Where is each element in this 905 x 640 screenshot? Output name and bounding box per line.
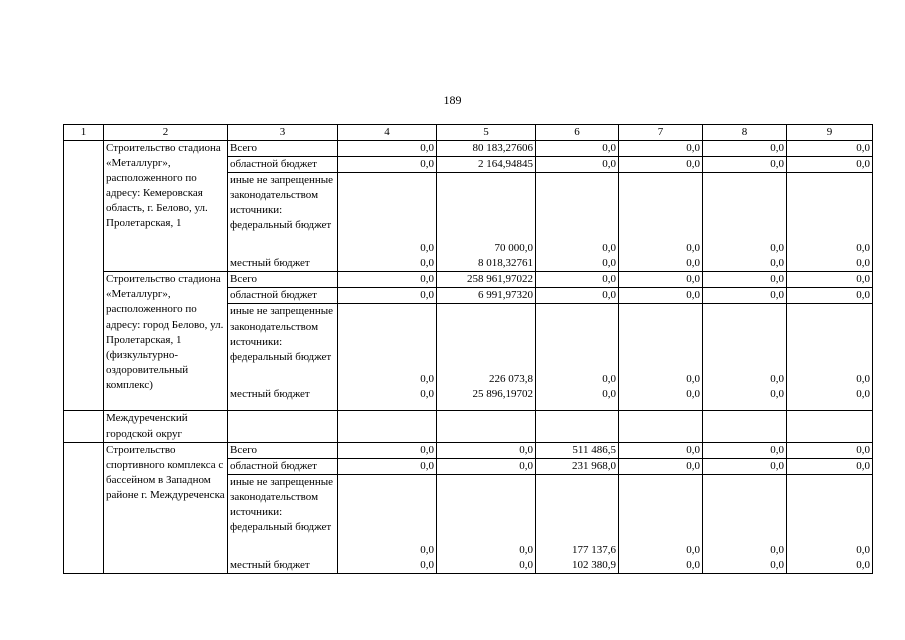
object-name-cell: Строительство стадиона «Металлург», расположенного по адресу: город Белово, ул. Пролетарская, 1 (физкультурно-оздоровительный комплекс) — [104, 272, 228, 411]
value-cell: 0,0 — [619, 458, 703, 474]
district-name-cell: Междуреченский городской округ — [104, 411, 228, 442]
value-cell: 70 000,0 — [437, 173, 536, 257]
value-cell: 0,0 — [703, 157, 787, 173]
source-cell: иные не запрещенные законодательством источники: федеральный бюджет — [228, 304, 338, 388]
value-cell: 0,0 — [338, 558, 437, 574]
empty-cell — [619, 411, 703, 442]
value-cell: 0,0 — [619, 272, 703, 288]
empty-cell — [703, 411, 787, 442]
value-cell: 0,0 — [338, 173, 437, 257]
value-cell: 0,0 — [619, 256, 703, 272]
index-cell — [64, 411, 104, 442]
value-cell: 0,0 — [338, 157, 437, 173]
source-cell: местный бюджет — [228, 387, 338, 411]
value-cell: 0,0 — [338, 272, 437, 288]
value-cell: 0,0 — [619, 157, 703, 173]
empty-cell — [787, 411, 873, 442]
value-cell: 0,0 — [703, 304, 787, 388]
value-cell: 0,0 — [536, 256, 619, 272]
index-cell — [64, 442, 104, 573]
empty-cell — [228, 411, 338, 442]
value-cell: 0,0 — [703, 256, 787, 272]
value-cell: 0,0 — [536, 272, 619, 288]
column-header: 7 — [619, 125, 703, 141]
source-cell: Всего — [228, 141, 338, 157]
value-cell: 0,0 — [703, 458, 787, 474]
value-cell: 0,0 — [338, 288, 437, 304]
header-row — [64, 125, 873, 141]
value-cell: 0,0 — [536, 387, 619, 411]
page-number: 189 — [443, 93, 462, 107]
value-cell: 0,0 — [787, 173, 873, 257]
value-cell: 6 991,97320 — [437, 288, 536, 304]
table-row — [64, 141, 873, 157]
column-header: 4 — [338, 125, 437, 141]
value-cell: 511 486,5 — [536, 442, 619, 458]
value-cell: 102 380,9 — [536, 558, 619, 574]
table-row — [64, 411, 873, 442]
source-cell: местный бюджет — [228, 256, 338, 272]
value-cell: 0,0 — [703, 442, 787, 458]
table-row — [64, 272, 873, 288]
column-header: 8 — [703, 125, 787, 141]
value-cell: 0,0 — [338, 256, 437, 272]
value-cell: 0,0 — [536, 173, 619, 257]
value-cell: 0,0 — [437, 458, 536, 474]
value-cell: 2 164,94845 — [437, 157, 536, 173]
value-cell: 0,0 — [703, 173, 787, 257]
column-header: 1 — [64, 125, 104, 141]
column-header: 3 — [228, 125, 338, 141]
value-cell: 0,0 — [787, 458, 873, 474]
value-cell: 25 896,19702 — [437, 387, 536, 411]
column-header: 5 — [437, 125, 536, 141]
value-cell: 0,0 — [703, 558, 787, 574]
value-cell: 258 961,97022 — [437, 272, 536, 288]
value-cell: 0,0 — [787, 304, 873, 388]
object-name-cell: Строительство спортивного комплекса с бассейном в Западном районе г. Междуреченска — [104, 442, 228, 573]
value-cell: 0,0 — [619, 141, 703, 157]
source-cell: областной бюджет — [228, 288, 338, 304]
value-cell: 0,0 — [619, 288, 703, 304]
source-cell: Всего — [228, 442, 338, 458]
value-cell: 0,0 — [536, 304, 619, 388]
value-cell: 0,0 — [338, 474, 437, 558]
source-cell: иные не запрещенные законодательством источники: федеральный бюджет — [228, 173, 338, 257]
value-cell: 0,0 — [787, 141, 873, 157]
value-cell: 0,0 — [437, 558, 536, 574]
value-cell: 0,0 — [703, 272, 787, 288]
value-cell: 0,0 — [437, 474, 536, 558]
budget-table — [63, 124, 873, 574]
value-cell: 0,0 — [787, 272, 873, 288]
value-cell: 0,0 — [619, 474, 703, 558]
value-cell: 0,0 — [703, 141, 787, 157]
column-header: 9 — [787, 125, 873, 141]
table-row — [64, 442, 873, 458]
value-cell: 0,0 — [338, 304, 437, 388]
value-cell: 0,0 — [619, 387, 703, 411]
value-cell: 0,0 — [703, 288, 787, 304]
value-cell: 231 968,0 — [536, 458, 619, 474]
empty-cell — [437, 411, 536, 442]
empty-cell — [338, 411, 437, 442]
value-cell: 0,0 — [787, 157, 873, 173]
value-cell: 0,0 — [787, 558, 873, 574]
source-cell: иные не запрещенные законодательством источники: федеральный бюджет — [228, 474, 338, 558]
value-cell: 0,0 — [338, 141, 437, 157]
value-cell: 80 183,27606 — [437, 141, 536, 157]
value-cell: 0,0 — [787, 288, 873, 304]
column-header: 6 — [536, 125, 619, 141]
value-cell: 0,0 — [338, 387, 437, 411]
value-cell: 226 073,8 — [437, 304, 536, 388]
value-cell: 177 137,6 — [536, 474, 619, 558]
value-cell: 0,0 — [787, 256, 873, 272]
value-cell: 0,0 — [536, 157, 619, 173]
value-cell: 0,0 — [536, 141, 619, 157]
value-cell: 0,0 — [703, 474, 787, 558]
source-cell: Всего — [228, 272, 338, 288]
value-cell: 0,0 — [619, 173, 703, 257]
value-cell: 0,0 — [787, 474, 873, 558]
value-cell: 0,0 — [619, 304, 703, 388]
value-cell: 0,0 — [338, 442, 437, 458]
value-cell: 0,0 — [536, 288, 619, 304]
value-cell: 0,0 — [338, 458, 437, 474]
index-cell — [64, 141, 104, 411]
source-cell: областной бюджет — [228, 458, 338, 474]
source-cell: местный бюджет — [228, 558, 338, 574]
value-cell: 8 018,32761 — [437, 256, 536, 272]
empty-cell — [536, 411, 619, 442]
value-cell: 0,0 — [703, 387, 787, 411]
object-name-cell: Строительство стадиона «Металлург», расположенного по адресу: Кемеровская область, г. Белово, ул. Пролетарская, 1 — [104, 141, 228, 272]
source-cell: областной бюджет — [228, 157, 338, 173]
value-cell: 0,0 — [787, 387, 873, 411]
value-cell: 0,0 — [619, 558, 703, 574]
value-cell: 0,0 — [437, 442, 536, 458]
value-cell: 0,0 — [619, 442, 703, 458]
column-header: 2 — [104, 125, 228, 141]
value-cell: 0,0 — [787, 442, 873, 458]
